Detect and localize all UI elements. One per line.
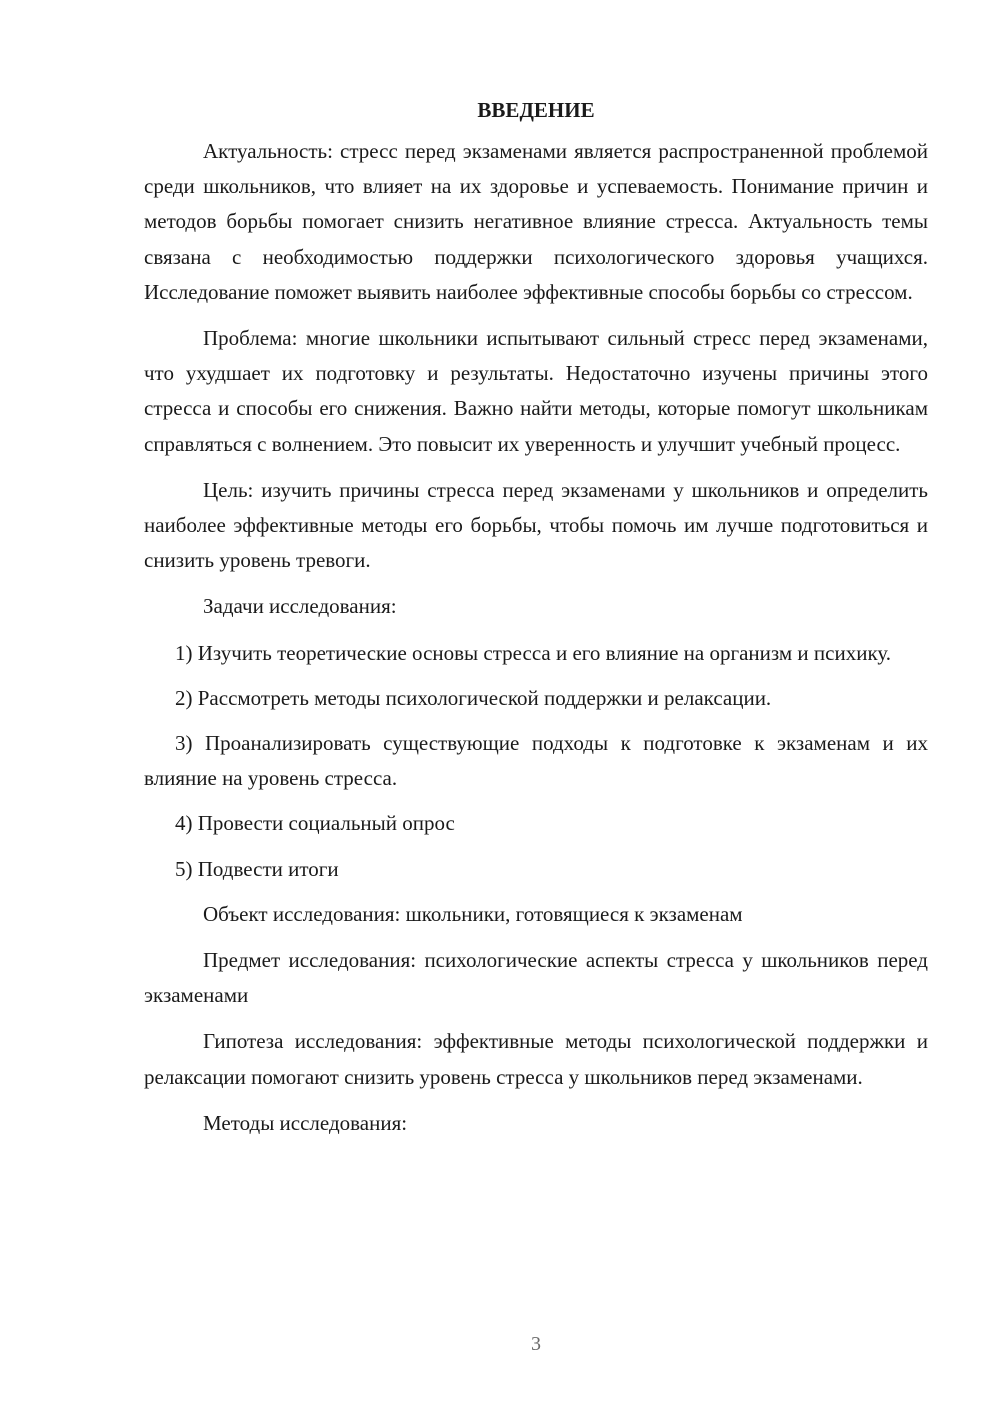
paragraph-relevance: Актуальность: стресс перед экзаменами является распространенной проблемой среди школьников, что влияет на их здоровье и успеваемость. Понимание причин и методов борьбы помогает снизить негативное влияние стресса. Актуальность темы связана с необходимостью поддержки психологического здоровья учащихся. Исследование поможет выявить наиболее эффективные способы борьбы со стрессом. — [144, 139, 928, 304]
paragraph-goal: Цель: изучить причины стресса перед экзаменами у школьников и определить наиболее эффективные методы его борьбы, чтобы помочь им лучше подготовиться и снизить уровень тревоги. — [144, 477, 928, 573]
section-title: ВВЕДЕНИЕ — [477, 98, 595, 122]
task-item-4: 4) Провести социальный опрос — [175, 811, 455, 836]
paragraph-subject: Предмет исследования: психологические аспекты стресса у школьников перед экзаменами — [144, 948, 928, 1008]
paragraph-hypothesis: Гипотеза исследования: эффективные методы психологической поддержки и релаксации помогают снизить уровень стресса у школьников перед экзаменами. — [144, 1029, 928, 1089]
page-content — [144, 92, 928, 1152]
page-number: 3 — [531, 1333, 541, 1355]
tasks-heading: Задачи исследования: — [203, 594, 397, 619]
task-item-2: 2) Рассмотреть методы психологической поддержки и релаксации. — [175, 685, 772, 710]
paragraph-problem: Проблема: многие школьники испытывают сильный стресс перед экзаменами, что ухудшает их подготовку и результаты. Недостаточно изучены причины этого стресса и способы его снижения. Важно найти методы, которые помогут школьникам справляться с волнением. Это повысит их уверенность и улучшит учебный процесс. — [144, 326, 928, 456]
task-item-5: 5) Подвести итоги — [175, 856, 339, 881]
task-item-3: 3) Проанализировать существующие подходы к подготовке к экзаменам и их влияние на уровень стресса. — [144, 731, 928, 791]
task-item-1: 1) Изучить теоретические основы стресса и его влияние на организм и психику. — [175, 640, 892, 665]
methods-heading: Методы исследования: — [203, 1110, 408, 1135]
paragraph-object: Объект исследования: школьники, готовящиеся к экзаменам — [203, 901, 743, 926]
